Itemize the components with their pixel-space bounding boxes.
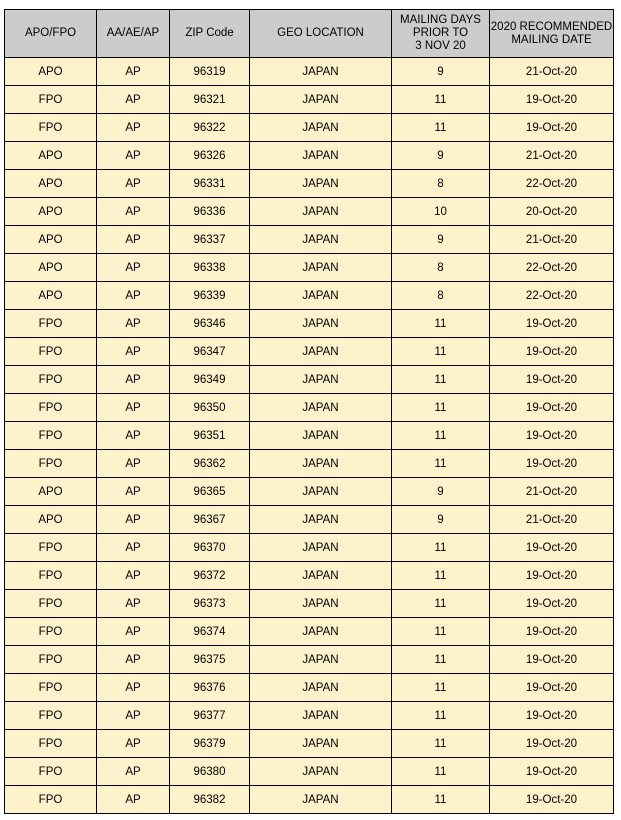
table-row	[5, 730, 614, 758]
cell-mailing-days: 11	[392, 114, 490, 142]
cell-apo-fpo: APO	[5, 198, 97, 226]
cell-aa-ae-ap: AP	[97, 114, 170, 142]
cell-aa-ae-ap: AP	[97, 366, 170, 394]
cell-zip-code: 96374	[170, 618, 250, 646]
cell-geo-location: JAPAN	[250, 366, 392, 394]
cell-apo-fpo: FPO	[5, 366, 97, 394]
cell-recommended-date: 19-Oct-20	[490, 646, 614, 674]
cell-geo-location: JAPAN	[250, 338, 392, 366]
cell-zip-code: 96380	[170, 758, 250, 786]
table-row	[5, 758, 614, 786]
cell-mailing-days: 11	[392, 534, 490, 562]
table-row	[5, 142, 614, 170]
cell-recommended-date: 19-Oct-20	[490, 338, 614, 366]
header-mailing-days	[392, 10, 490, 58]
cell-zip-code: 96321	[170, 86, 250, 114]
cell-aa-ae-ap: AP	[97, 786, 170, 814]
header-text-line: PRIOR TO	[412, 27, 469, 39]
cell-apo-fpo: FPO	[5, 86, 97, 114]
table-row	[5, 86, 614, 114]
cell-aa-ae-ap: AP	[97, 310, 170, 338]
cell-apo-fpo: FPO	[5, 702, 97, 730]
cell-mailing-days: 11	[392, 422, 490, 450]
cell-zip-code: 96346	[170, 310, 250, 338]
cell-recommended-date: 19-Oct-20	[490, 674, 614, 702]
header-text-line: MAILING DATE	[511, 33, 592, 46]
cell-zip-code: 96365	[170, 478, 250, 506]
table-row	[5, 534, 614, 562]
cell-mailing-days: 11	[392, 618, 490, 646]
cell-apo-fpo: FPO	[5, 114, 97, 142]
cell-mailing-days: 9	[392, 226, 490, 254]
cell-geo-location: JAPAN	[250, 86, 392, 114]
table-row	[5, 562, 614, 590]
cell-zip-code: 96376	[170, 674, 250, 702]
cell-recommended-date: 19-Oct-20	[490, 422, 614, 450]
cell-zip-code: 96372	[170, 562, 250, 590]
cell-aa-ae-ap: AP	[97, 86, 170, 114]
cell-recommended-date: 19-Oct-20	[490, 590, 614, 618]
cell-aa-ae-ap: AP	[97, 758, 170, 786]
cell-aa-ae-ap: AP	[97, 618, 170, 646]
cell-aa-ae-ap: AP	[97, 58, 170, 86]
cell-aa-ae-ap: AP	[97, 506, 170, 534]
cell-zip-code: 96331	[170, 170, 250, 198]
cell-apo-fpo: FPO	[5, 646, 97, 674]
cell-aa-ae-ap: AP	[97, 338, 170, 366]
table-row	[5, 590, 614, 618]
cell-zip-code: 96377	[170, 702, 250, 730]
table-row	[5, 702, 614, 730]
cell-geo-location: JAPAN	[250, 730, 392, 758]
cell-recommended-date: 19-Oct-20	[490, 618, 614, 646]
cell-apo-fpo: APO	[5, 170, 97, 198]
cell-apo-fpo: FPO	[5, 618, 97, 646]
table-row	[5, 646, 614, 674]
cell-recommended-date: 21-Oct-20	[490, 226, 614, 254]
cell-mailing-days: 11	[392, 86, 490, 114]
table-row	[5, 58, 614, 86]
cell-apo-fpo: FPO	[5, 338, 97, 366]
header-text-line: 3 NOV 20	[415, 40, 466, 52]
cell-recommended-date: 19-Oct-20	[490, 702, 614, 730]
cell-geo-location: JAPAN	[250, 394, 392, 422]
table-body	[5, 58, 614, 814]
cell-aa-ae-ap: AP	[97, 562, 170, 590]
header-text-line: APO/FPO	[24, 27, 77, 39]
cell-geo-location: JAPAN	[250, 170, 392, 198]
cell-zip-code: 96326	[170, 142, 250, 170]
cell-geo-location: JAPAN	[250, 198, 392, 226]
cell-zip-code: 96322	[170, 114, 250, 142]
cell-apo-fpo: APO	[5, 254, 97, 282]
cell-recommended-date: 22-Oct-20	[490, 282, 614, 310]
table-row	[5, 254, 614, 282]
cell-apo-fpo: FPO	[5, 786, 97, 814]
cell-geo-location: JAPAN	[250, 786, 392, 814]
table-row	[5, 114, 614, 142]
cell-aa-ae-ap: AP	[97, 142, 170, 170]
cell-recommended-date: 22-Oct-20	[490, 254, 614, 282]
cell-recommended-date: 19-Oct-20	[490, 786, 614, 814]
cell-aa-ae-ap: AP	[97, 702, 170, 730]
cell-zip-code: 96370	[170, 534, 250, 562]
cell-aa-ae-ap: AP	[97, 422, 170, 450]
cell-apo-fpo: APO	[5, 142, 97, 170]
cell-geo-location: JAPAN	[250, 506, 392, 534]
header-zip-code	[170, 10, 250, 58]
cell-zip-code: 96347	[170, 338, 250, 366]
table-row	[5, 506, 614, 534]
cell-zip-code: 96336	[170, 198, 250, 226]
cell-apo-fpo: FPO	[5, 730, 97, 758]
cell-recommended-date: 19-Oct-20	[490, 114, 614, 142]
table-row	[5, 478, 614, 506]
cell-apo-fpo: FPO	[5, 422, 97, 450]
cell-aa-ae-ap: AP	[97, 478, 170, 506]
table-row	[5, 366, 614, 394]
cell-mailing-days: 11	[392, 394, 490, 422]
cell-aa-ae-ap: AP	[97, 282, 170, 310]
cell-geo-location: JAPAN	[250, 58, 392, 86]
cell-geo-location: JAPAN	[250, 534, 392, 562]
table-row	[5, 674, 614, 702]
cell-geo-location: JAPAN	[250, 702, 392, 730]
cell-recommended-date: 19-Oct-20	[490, 758, 614, 786]
cell-zip-code: 96367	[170, 506, 250, 534]
cell-recommended-date: 19-Oct-20	[490, 730, 614, 758]
table-row	[5, 338, 614, 366]
cell-recommended-date: 19-Oct-20	[490, 310, 614, 338]
cell-zip-code: 96338	[170, 254, 250, 282]
table-row	[5, 394, 614, 422]
cell-aa-ae-ap: AP	[97, 450, 170, 478]
table-row	[5, 450, 614, 478]
cell-apo-fpo: APO	[5, 282, 97, 310]
cell-aa-ae-ap: AP	[97, 254, 170, 282]
cell-recommended-date: 19-Oct-20	[490, 394, 614, 422]
cell-zip-code: 96339	[170, 282, 250, 310]
cell-mailing-days: 9	[392, 478, 490, 506]
header-text-line: AA/AE/AP	[106, 27, 160, 39]
cell-aa-ae-ap: AP	[97, 198, 170, 226]
cell-geo-location: JAPAN	[250, 590, 392, 618]
header-row	[5, 10, 614, 58]
table-row	[5, 282, 614, 310]
cell-aa-ae-ap: AP	[97, 170, 170, 198]
cell-mailing-days: 11	[392, 646, 490, 674]
table-row	[5, 618, 614, 646]
cell-zip-code: 96382	[170, 786, 250, 814]
cell-recommended-date: 21-Oct-20	[490, 478, 614, 506]
table-row	[5, 422, 614, 450]
cell-mailing-days: 8	[392, 254, 490, 282]
header-text-line: GEO LOCATION	[277, 27, 364, 39]
cell-mailing-days: 9	[392, 58, 490, 86]
cell-mailing-days: 8	[392, 170, 490, 198]
table-row	[5, 226, 614, 254]
cell-recommended-date: 22-Oct-20	[490, 170, 614, 198]
cell-apo-fpo: FPO	[5, 534, 97, 562]
cell-mailing-days: 11	[392, 730, 490, 758]
cell-geo-location: JAPAN	[250, 114, 392, 142]
cell-apo-fpo: FPO	[5, 590, 97, 618]
cell-mailing-days: 11	[392, 366, 490, 394]
cell-zip-code: 96350	[170, 394, 250, 422]
cell-apo-fpo: APO	[5, 478, 97, 506]
cell-geo-location: JAPAN	[250, 226, 392, 254]
cell-apo-fpo: APO	[5, 226, 97, 254]
cell-recommended-date: 21-Oct-20	[490, 142, 614, 170]
cell-geo-location: JAPAN	[250, 254, 392, 282]
cell-aa-ae-ap: AP	[97, 674, 170, 702]
cell-apo-fpo: FPO	[5, 674, 97, 702]
cell-geo-location: JAPAN	[250, 674, 392, 702]
cell-geo-location: JAPAN	[250, 646, 392, 674]
table-row	[5, 170, 614, 198]
cell-zip-code: 96337	[170, 226, 250, 254]
cell-mailing-days: 10	[392, 198, 490, 226]
header-text-line: 2020 RECOMMENDED	[490, 20, 613, 33]
header-text-line: ZIP Code	[185, 27, 234, 39]
table-header	[5, 10, 614, 58]
cell-geo-location: JAPAN	[250, 562, 392, 590]
cell-mailing-days: 11	[392, 758, 490, 786]
cell-apo-fpo: FPO	[5, 450, 97, 478]
header-apo-fpo	[5, 10, 97, 58]
cell-apo-fpo: FPO	[5, 394, 97, 422]
cell-mailing-days: 11	[392, 786, 490, 814]
table-row	[5, 198, 614, 226]
cell-mailing-days: 11	[392, 450, 490, 478]
cell-apo-fpo: FPO	[5, 562, 97, 590]
cell-recommended-date: 19-Oct-20	[490, 86, 614, 114]
cell-geo-location: JAPAN	[250, 310, 392, 338]
cell-geo-location: JAPAN	[250, 758, 392, 786]
cell-mailing-days: 9	[392, 142, 490, 170]
cell-mailing-days: 8	[392, 282, 490, 310]
cell-apo-fpo: FPO	[5, 310, 97, 338]
cell-zip-code: 96379	[170, 730, 250, 758]
cell-zip-code: 96362	[170, 450, 250, 478]
cell-aa-ae-ap: AP	[97, 730, 170, 758]
cell-geo-location: JAPAN	[250, 450, 392, 478]
cell-geo-location: JAPAN	[250, 478, 392, 506]
cell-recommended-date: 21-Oct-20	[490, 506, 614, 534]
cell-recommended-date: 20-Oct-20	[490, 198, 614, 226]
cell-mailing-days: 11	[392, 674, 490, 702]
cell-mailing-days: 9	[392, 506, 490, 534]
cell-apo-fpo: FPO	[5, 758, 97, 786]
cell-aa-ae-ap: AP	[97, 394, 170, 422]
cell-geo-location: JAPAN	[250, 282, 392, 310]
table-row	[5, 786, 614, 814]
header-geo-location	[250, 10, 392, 58]
cell-geo-location: JAPAN	[250, 422, 392, 450]
cell-apo-fpo: APO	[5, 58, 97, 86]
cell-recommended-date: 19-Oct-20	[490, 450, 614, 478]
cell-zip-code: 96375	[170, 646, 250, 674]
cell-zip-code: 96349	[170, 366, 250, 394]
cell-mailing-days: 11	[392, 338, 490, 366]
cell-zip-code: 96373	[170, 590, 250, 618]
cell-aa-ae-ap: AP	[97, 534, 170, 562]
cell-mailing-days: 11	[392, 310, 490, 338]
cell-zip-code: 96319	[170, 58, 250, 86]
mailing-dates-table	[4, 9, 614, 814]
table-row	[5, 310, 614, 338]
cell-geo-location: JAPAN	[250, 618, 392, 646]
cell-recommended-date: 19-Oct-20	[490, 562, 614, 590]
cell-mailing-days: 11	[392, 590, 490, 618]
mailing-table-container	[4, 9, 614, 814]
cell-recommended-date: 19-Oct-20	[490, 534, 614, 562]
header-recommended-date	[490, 10, 614, 58]
cell-recommended-date: 21-Oct-20	[490, 58, 614, 86]
cell-apo-fpo: APO	[5, 506, 97, 534]
cell-aa-ae-ap: AP	[97, 590, 170, 618]
cell-mailing-days: 11	[392, 702, 490, 730]
header-text-line: MAILING DAYS	[400, 14, 481, 26]
cell-geo-location: JAPAN	[250, 142, 392, 170]
cell-mailing-days: 11	[392, 562, 490, 590]
cell-aa-ae-ap: AP	[97, 646, 170, 674]
cell-aa-ae-ap: AP	[97, 226, 170, 254]
cell-zip-code: 96351	[170, 422, 250, 450]
header-aa-ae-ap	[97, 10, 170, 58]
cell-recommended-date: 19-Oct-20	[490, 366, 614, 394]
